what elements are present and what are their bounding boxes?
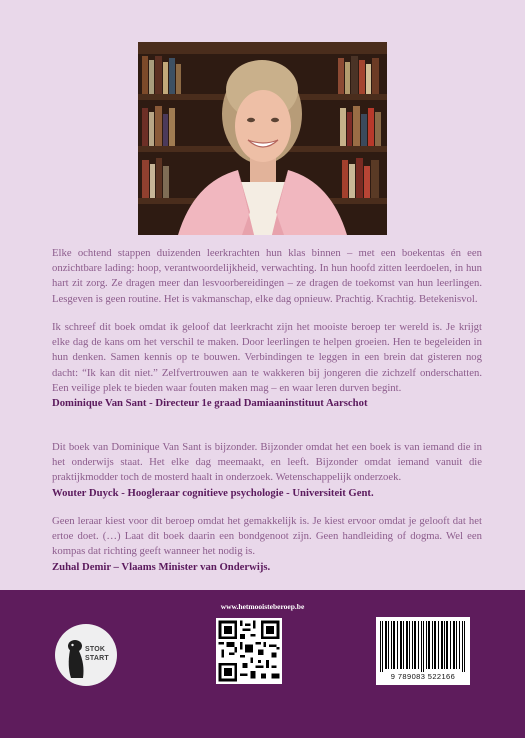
logo-text-line2: START (85, 655, 109, 662)
qr-code-icon (216, 618, 282, 684)
intro-paragraph: Elke ochtend stappen duizenden leerkrachten hun klas binnen – met een boekentas én een onzichtbare lading: hoop, verantwoordelijkheid, verwachting. In hun hoofd zitten leerdoelen, in hun hart zit zorg. Ze dragen meer dan lesvoorbereidingen – ze dragen de toekomst van hun leerlingen. Lesgeven is geen routine. Het is vakmanschap, elke dag opnieuw. Prachtig. Krachtig. Betekenisvol. (52, 247, 482, 305)
author-paragraph-block (52, 320, 482, 411)
endorsement-demir-signature: Zuhal Demir – Vlaams Minister van Onderwijs. (52, 560, 271, 573)
website-url[interactable]: www.hetmooisteberoep.be (220, 602, 305, 611)
author-signature: Dominique Van Sant - Directeur 1e graad Damiaaninstituut Aarschot (52, 397, 368, 410)
logo-text-line1: STOK (85, 646, 106, 653)
endorsement-demir-block (52, 514, 482, 575)
endorsement-duyck-text: Dit boek van Dominique Van Sant is bijzonder. Bijzonder omdat het een boek is van iemand die in het onderwijs staat. Het elke dag meemaakt, en leeft. Bijzonder omdat iemand vanuit die praktijkmodder toch de mosterd haalt in onderzoek. Wetenschappelijk onderzoek. (52, 441, 482, 484)
isbn-digits: 9 789083 522166 (376, 672, 470, 681)
endorsement-demir-text: Geen leraar kiest voor dit beroep omdat het gemakkelijk is. Je kiest ervoor omdat je gelooft dat het ertoe doet. (…) Laat dit boek daarin een bondgenoot zijn. Geen handleiding of dogma. Wel een kompas dat richting geeft wanneer het nodig is. (52, 515, 482, 558)
author-paragraph: Ik schreef dit boek omdat ik geloof dat leerkracht zijn het mooiste beroep ter wereld is. Je krijgt elke dag de kans om het verschil te maken. Door leerlingen te helpen groeien. Hen te begeleiden in hun denken. Samen kennis op te bouwen. Verbindingen te leggen in een brein dat gisteren nog dacht: “Ik kan dit niet.” Zelfvertrouwen aan te wakkeren bij jongeren die zichzelf onderschatten. Een veilige plek te bieden waar fouten maken mag – en waar leren durven begint. (52, 321, 482, 394)
endorsement-duyck-block (52, 440, 482, 501)
endorsement-duyck-signature: Wouter Duyck - Hoogleraar cognitieve psychologie - Universiteit Gent. (52, 486, 374, 499)
qr-code[interactable] (216, 618, 282, 684)
barcode-icon (376, 617, 470, 673)
author-portrait-photo (138, 42, 387, 235)
publisher-logo (55, 624, 117, 686)
intro-paragraph-block (52, 246, 482, 307)
